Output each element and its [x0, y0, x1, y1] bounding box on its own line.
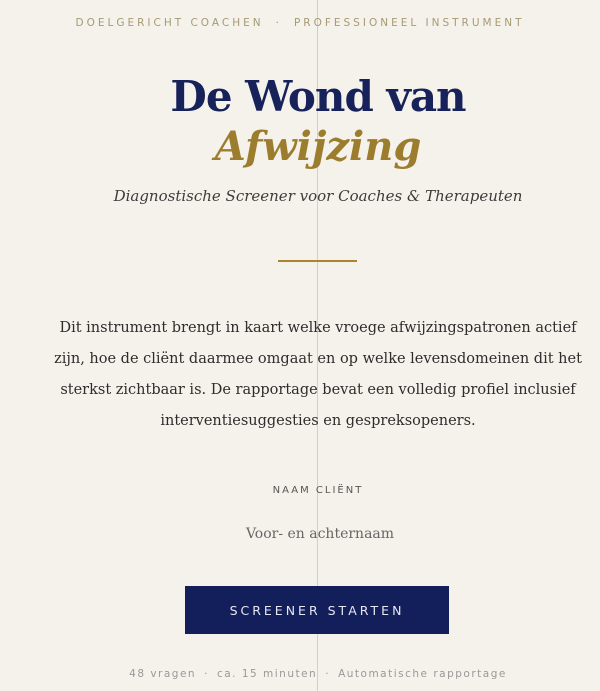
meta-info [0, 668, 600, 680]
brand-name: DOELGERICHT COACHEN [75, 17, 264, 29]
page-subtitle: Diagnostische Screener voor Coaches & Therapeuten [113, 187, 523, 205]
start-screener-button[interactable]: SCREENER STARTEN [185, 586, 449, 634]
gold-divider [278, 260, 357, 262]
duration: ca. 15 minuten [216, 668, 318, 680]
page-title: De Wond van [170, 72, 466, 121]
client-name-input[interactable] [218, 520, 422, 548]
intro-description: Dit instrument brengt in kaart welke vroege afwijzingspatronen actief zijn, hoe de cliënt daarmee omgaat en op welke levensdomeinen dit het sterkst zichtbaar is. De rapportage bevat een volledig profiel inclusief interventiesuggesties en gespreksopeners. [54, 320, 582, 429]
header-tagline: PROFESSIONEEL INSTRUMENT [293, 17, 525, 29]
meta-separator: · [325, 668, 331, 680]
header-separator: · [275, 17, 282, 29]
meta-separator: · [204, 668, 209, 680]
client-name-label: NAAM CLIËNT [272, 485, 364, 496]
question-count: 48 vragen [129, 668, 197, 680]
page-title-accent: Afwijzing [214, 123, 422, 170]
header-bar [0, 17, 600, 29]
report-info: Automatische rapportage [338, 668, 507, 680]
